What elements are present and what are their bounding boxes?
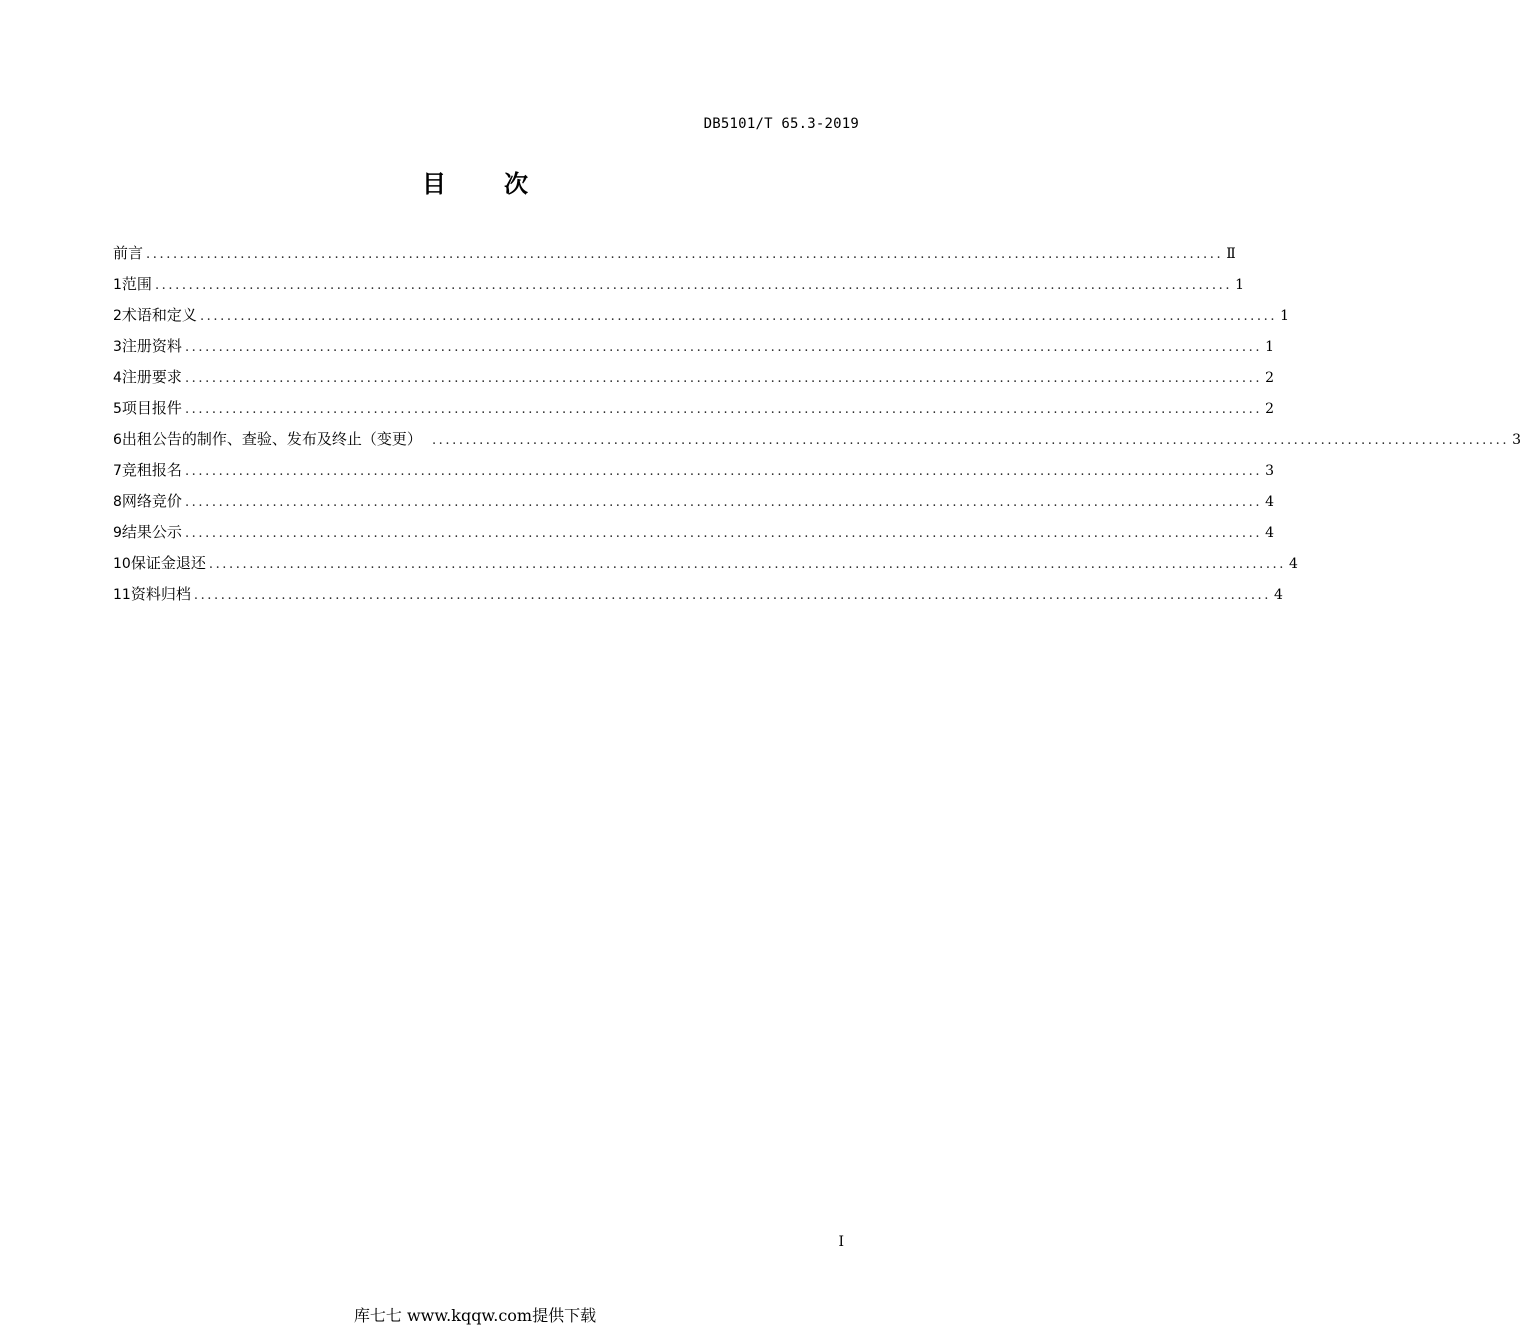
toc-entry-label: 出租公告的制作、查验、发布及终止（变更） <box>121 430 422 448</box>
toc-dot-leader: ................................................................................................................................................................ <box>154 278 1233 293</box>
toc-dot-leader: ................................................................................................................................................................ <box>184 464 1263 479</box>
toc-entry-page: 3 <box>1512 432 1521 448</box>
toc-entry-label: 网络竞价 <box>121 492 182 510</box>
toc-entry-label: 保证金退还 <box>130 554 206 572</box>
toc-entry-8[interactable] <box>113 486 1275 517</box>
toc-dot-leader: ................................................................................................................................................................ <box>208 557 1287 572</box>
toc-entry-label: 范围 <box>121 275 152 293</box>
toc-entry-10[interactable] <box>113 548 1298 579</box>
toc-entry-5[interactable] <box>113 393 1275 424</box>
title-char-2: 次 <box>504 170 528 198</box>
toc-entry-6[interactable] <box>113 424 1521 455</box>
toc-entry-label: 注册资料 <box>121 337 182 355</box>
toc-entry-label: 项目报件 <box>121 399 182 417</box>
toc-entry-9[interactable] <box>113 517 1275 548</box>
toc-dot-leader: ................................................................................................................................................................ <box>193 588 1272 603</box>
standard-code: DB5101/T 65.3-2019 <box>703 116 859 132</box>
toc-entry-page: 4 <box>1274 587 1283 603</box>
toc-entry-number: 4 <box>113 370 122 386</box>
toc-dot-leader: ................................................................................................................................................................ <box>184 371 1263 386</box>
toc-entry-2[interactable] <box>113 300 1290 331</box>
toc-dot-leader: ................................................................................................................................................................ <box>184 495 1263 510</box>
toc-entry-page: Ⅱ <box>1226 246 1236 262</box>
toc-entry-number: 8 <box>113 494 122 510</box>
toc-entry-label: 结果公示 <box>121 523 182 541</box>
toc-entry-number: 1 <box>113 277 122 293</box>
toc-entry-number: 3 <box>113 339 122 355</box>
toc-entry-label: 资料归档 <box>130 585 191 603</box>
toc-entry-4[interactable] <box>113 362 1275 393</box>
toc-entry-page: 2 <box>1265 401 1275 417</box>
title-char-1: 目 <box>422 170 446 198</box>
page-number: I <box>838 1234 844 1250</box>
toc-entry-number: 7 <box>113 463 122 479</box>
toc-entry-7[interactable] <box>113 455 1275 486</box>
toc-entry-number: 2 <box>113 308 122 324</box>
toc-entry-number: 5 <box>113 401 122 417</box>
toc-dot-leader: ................................................................................................................................................................ <box>184 340 1263 355</box>
toc-entry-page: 1 <box>1280 308 1290 324</box>
toc-dot-leader: ................................................................................................................................................................ <box>431 433 1510 448</box>
toc-entry-11[interactable] <box>113 579 1283 610</box>
footer-watermark: 库七七 www.kqqw.com提供下载 <box>353 1306 597 1325</box>
toc-entry-label: 注册要求 <box>121 368 182 386</box>
toc-entry-number: 9 <box>113 525 122 541</box>
toc-dot-leader: ................................................................................................................................................................ <box>184 402 1263 417</box>
toc-entry-page: 3 <box>1265 463 1275 479</box>
toc-entry-page: 1 <box>1265 339 1275 355</box>
toc-entry-page: 2 <box>1265 370 1275 386</box>
toc-entry-preface[interactable] <box>113 238 1236 269</box>
toc-entry-label: 术语和定义 <box>121 306 197 324</box>
toc-entry-label: 前言 <box>113 244 144 262</box>
page-title <box>0 164 950 199</box>
toc-entry-1[interactable] <box>113 269 1245 300</box>
toc-entry-number: 11 <box>113 587 131 603</box>
toc-dot-leader: ................................................................................................................................................................ <box>199 309 1278 324</box>
toc-entry-page: 1 <box>1235 277 1245 293</box>
toc-entry-page: 4 <box>1265 525 1275 541</box>
toc-entry-label: 竞租报名 <box>121 461 182 479</box>
toc-entry-page: 4 <box>1289 556 1298 572</box>
toc-entry-number: 6 <box>113 432 122 448</box>
toc-dot-leader: ................................................................................................................................................................ <box>184 526 1263 541</box>
table-of-contents <box>113 238 1521 610</box>
toc-entry-number: 10 <box>113 556 131 572</box>
toc-entry-page: 4 <box>1265 494 1275 510</box>
toc-dot-leader: ................................................................................................................................................................ <box>146 247 1224 262</box>
toc-entry-3[interactable] <box>113 331 1275 362</box>
